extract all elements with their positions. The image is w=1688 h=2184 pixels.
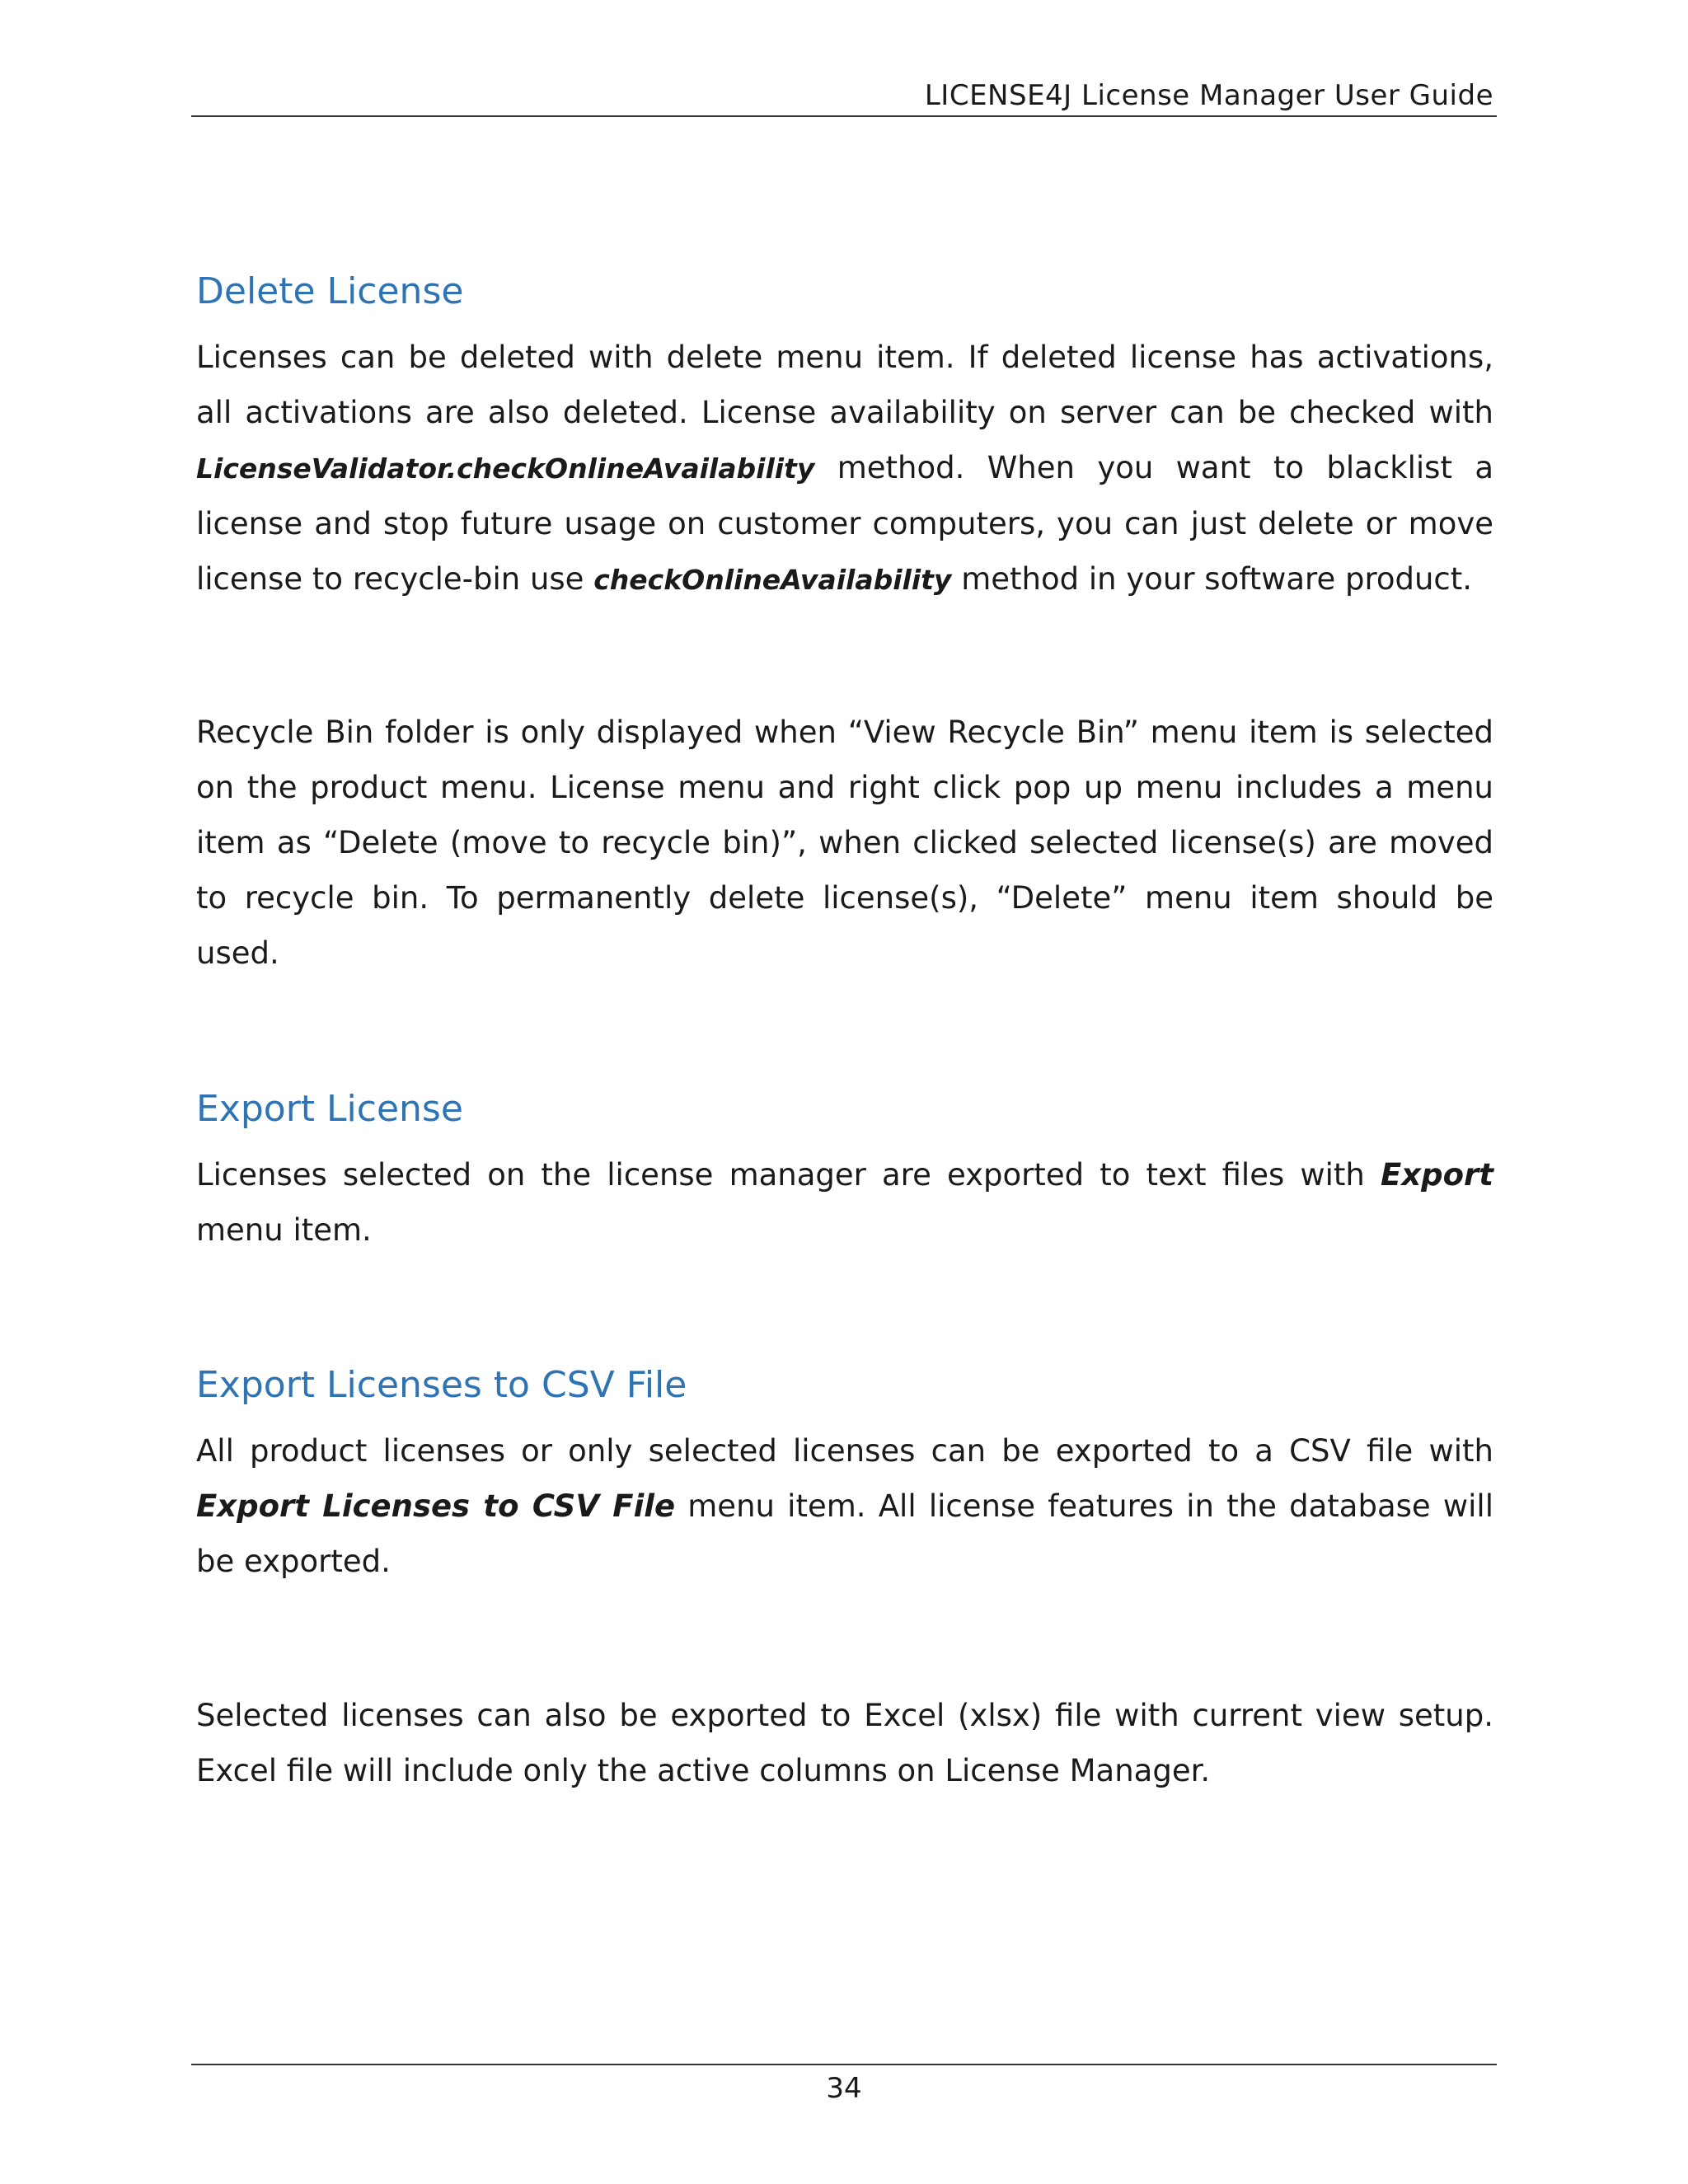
- page-header: [191, 76, 1497, 117]
- paragraph-text: method. When you want to blacklist a license and stop future usage on customer computers, you can just delete or move license to recycle-bin use: [196, 450, 1493, 597]
- paragraph-delete-license-1: [196, 330, 1493, 607]
- paragraph-text: Licenses can be deleted with delete menu item. If deleted license has activations, all activations are also deleted. License availability on server can be checked with: [196, 340, 1493, 430]
- inline-code-check-online: checkOnlineAvailability: [593, 564, 952, 596]
- emphasis-export-csv: Export Licenses to CSV File: [196, 1488, 676, 1524]
- heading-export-csv: Export Licenses to CSV File: [196, 1364, 687, 1406]
- paragraph-text: Licenses selected on the license manager are exported to text files with: [196, 1157, 1381, 1193]
- paragraph-text: menu item. All license features in the database will be exported.: [196, 1488, 1493, 1579]
- paragraph-text: All product licenses or only selected licenses can be exported to a CSV file with: [196, 1433, 1493, 1469]
- heading-delete-license: Delete License: [196, 270, 464, 312]
- paragraph-text: menu item.: [196, 1212, 372, 1248]
- heading-export-license: Export License: [196, 1088, 463, 1130]
- paragraph-export-csv-1: [196, 1423, 1493, 1589]
- footer-divider: [191, 2064, 1497, 2065]
- inline-code-license-validator: LicenseValidator.checkOnlineAvailability: [196, 452, 815, 485]
- paragraph-export-license: [196, 1147, 1493, 1258]
- paragraph-delete-license-2: Recycle Bin folder is only displayed when “View Recycle Bin” menu item is selected on the product menu. License menu and right click pop up menu includes a menu item as “Delete (move to recycle bin)”, when clicked selected license(s) are moved to recycle bin. To permanently delete license(s), “Delete” menu item should be used.: [196, 715, 1493, 971]
- paragraph-text: method in your software product.: [951, 561, 1473, 597]
- emphasis-export: Export: [1381, 1157, 1493, 1193]
- paragraph-export-csv-2: Selected licenses can also be exported to Excel (xlsx) file with current view setup. Excel file will include only the active columns on License Manager.: [196, 1698, 1493, 1788]
- header-title: LICENSE4J License Manager User Guide: [924, 79, 1493, 112]
- page-number: 34: [826, 2072, 862, 2105]
